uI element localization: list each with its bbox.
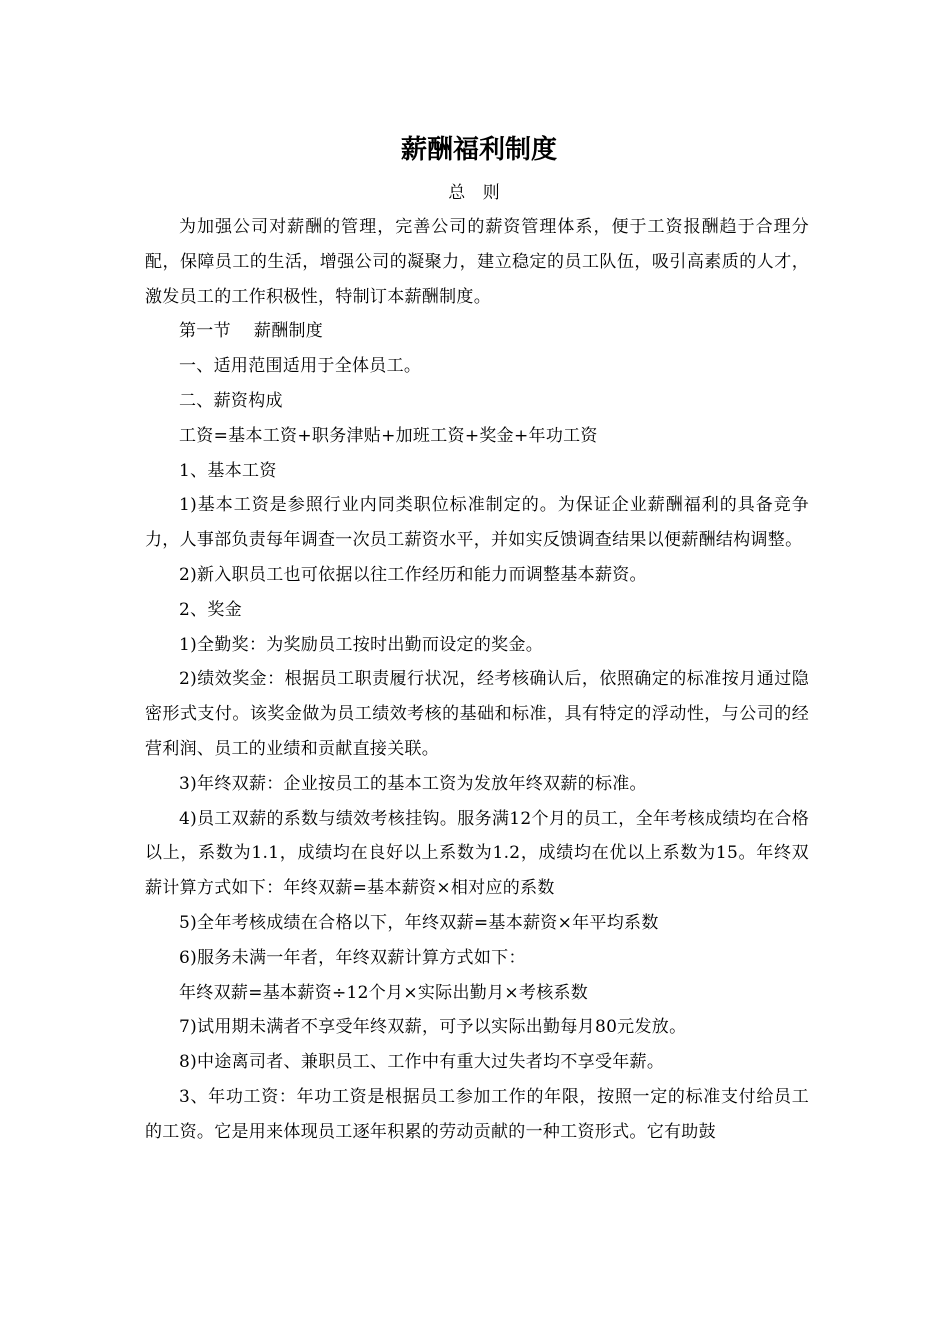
paragraph-section-1: 第一节 薪酬制度 xyxy=(179,321,324,342)
paragraph-bonus-6: 6)服务未满一年者，年终双薪计算方式如下： xyxy=(179,947,526,968)
paragraph-salary-structure: 二、薪资构成 xyxy=(179,390,283,411)
paragraph-bonus-1: 1)全勤奖：为奖励员工按时出勤而设定的奖金。 xyxy=(179,634,544,655)
paragraph-bonus-formula: 年终双薪=基本薪资÷12个月×实际出勤月×考核系数 xyxy=(179,982,589,1003)
section-heading-general: 总 则 xyxy=(448,183,506,203)
paragraph-intro: 为加强公司对薪酬的管理，完善公司的薪资管理体系，便于工资报酬趋于合理分配，保障员工的生活，增强公司的凝聚力，建立稳定的员工队伍，吸引高素质的人才，激发员工的工作积极性，特制订本薪酬制度。 xyxy=(145,217,809,307)
paragraph-base-salary-1: 1)基本工资是参照行业内同类职位标准制定的。为保证企业薪酬福利的具备竞争力，人事部负责每年调查一次员工薪资水平，并如实反馈调查结果以便薪酬结构调整。 xyxy=(145,495,809,551)
document-title: 薪酬福利制度 xyxy=(400,135,557,165)
document-body xyxy=(145,210,809,1150)
paragraph-bonus-8: 8)中途离司者、兼职员工、工作中有重大过失者均不享受年薪。 xyxy=(179,1052,665,1073)
paragraph-bonus-7: 7)试用期未满者不享受年终双薪，可予以实际出勤每月80元发放。 xyxy=(179,1017,687,1038)
paragraph-bonus-4: 4)员工双薪的系数与绩效考核挂钩。服务满12个月的员工，全年考核成绩均在合格以上，系数为1.1，成绩均在良好以上系数为1.2，成绩均在优以上系数为15。年终双薪计算方式如下：年终双薪=基本薪资×相对应的系数 xyxy=(145,808,809,899)
paragraph-salary-formula: 工资=基本工资+职务津贴+加班工资+奖金+年功工资 xyxy=(179,425,598,446)
paragraph-bonus-3: 3)年终双薪：企业按员工的基本工资为发放年终双薪的标准。 xyxy=(179,773,647,794)
paragraph-bonus-5: 5)全年考核成绩在合格以下，年终双薪=基本薪资×年平均系数 xyxy=(179,912,659,933)
paragraph-bonus: 2、奖金 xyxy=(179,599,243,620)
paragraph-scope: 一、适用范围适用于全体员工。 xyxy=(179,356,422,377)
document-page xyxy=(145,128,809,1150)
paragraph-bonus-2: 2)绩效奖金：根据员工职责履行状况，经考核确认后，依照确定的标准按月通过隐密形式支付。该奖金做为员工绩效考核的基础和标准，具有特定的浮动性，与公司的经营利润、员工的业绩和贡献直接关联。 xyxy=(145,669,809,759)
paragraph-seniority-wage: 3、年功工资：年功工资是根据员工参加工作的年限，按照一定的标准支付给员工的工资。它是用来体现员工逐年积累的劳动贡献的一种工资形式。它有助鼓 xyxy=(145,1086,809,1142)
paragraph-base-salary-2: 2)新入职员工也可依据以往工作经历和能力而调整基本薪资。 xyxy=(179,564,647,585)
paragraph-base-salary: 1、基本工资 xyxy=(179,460,277,481)
